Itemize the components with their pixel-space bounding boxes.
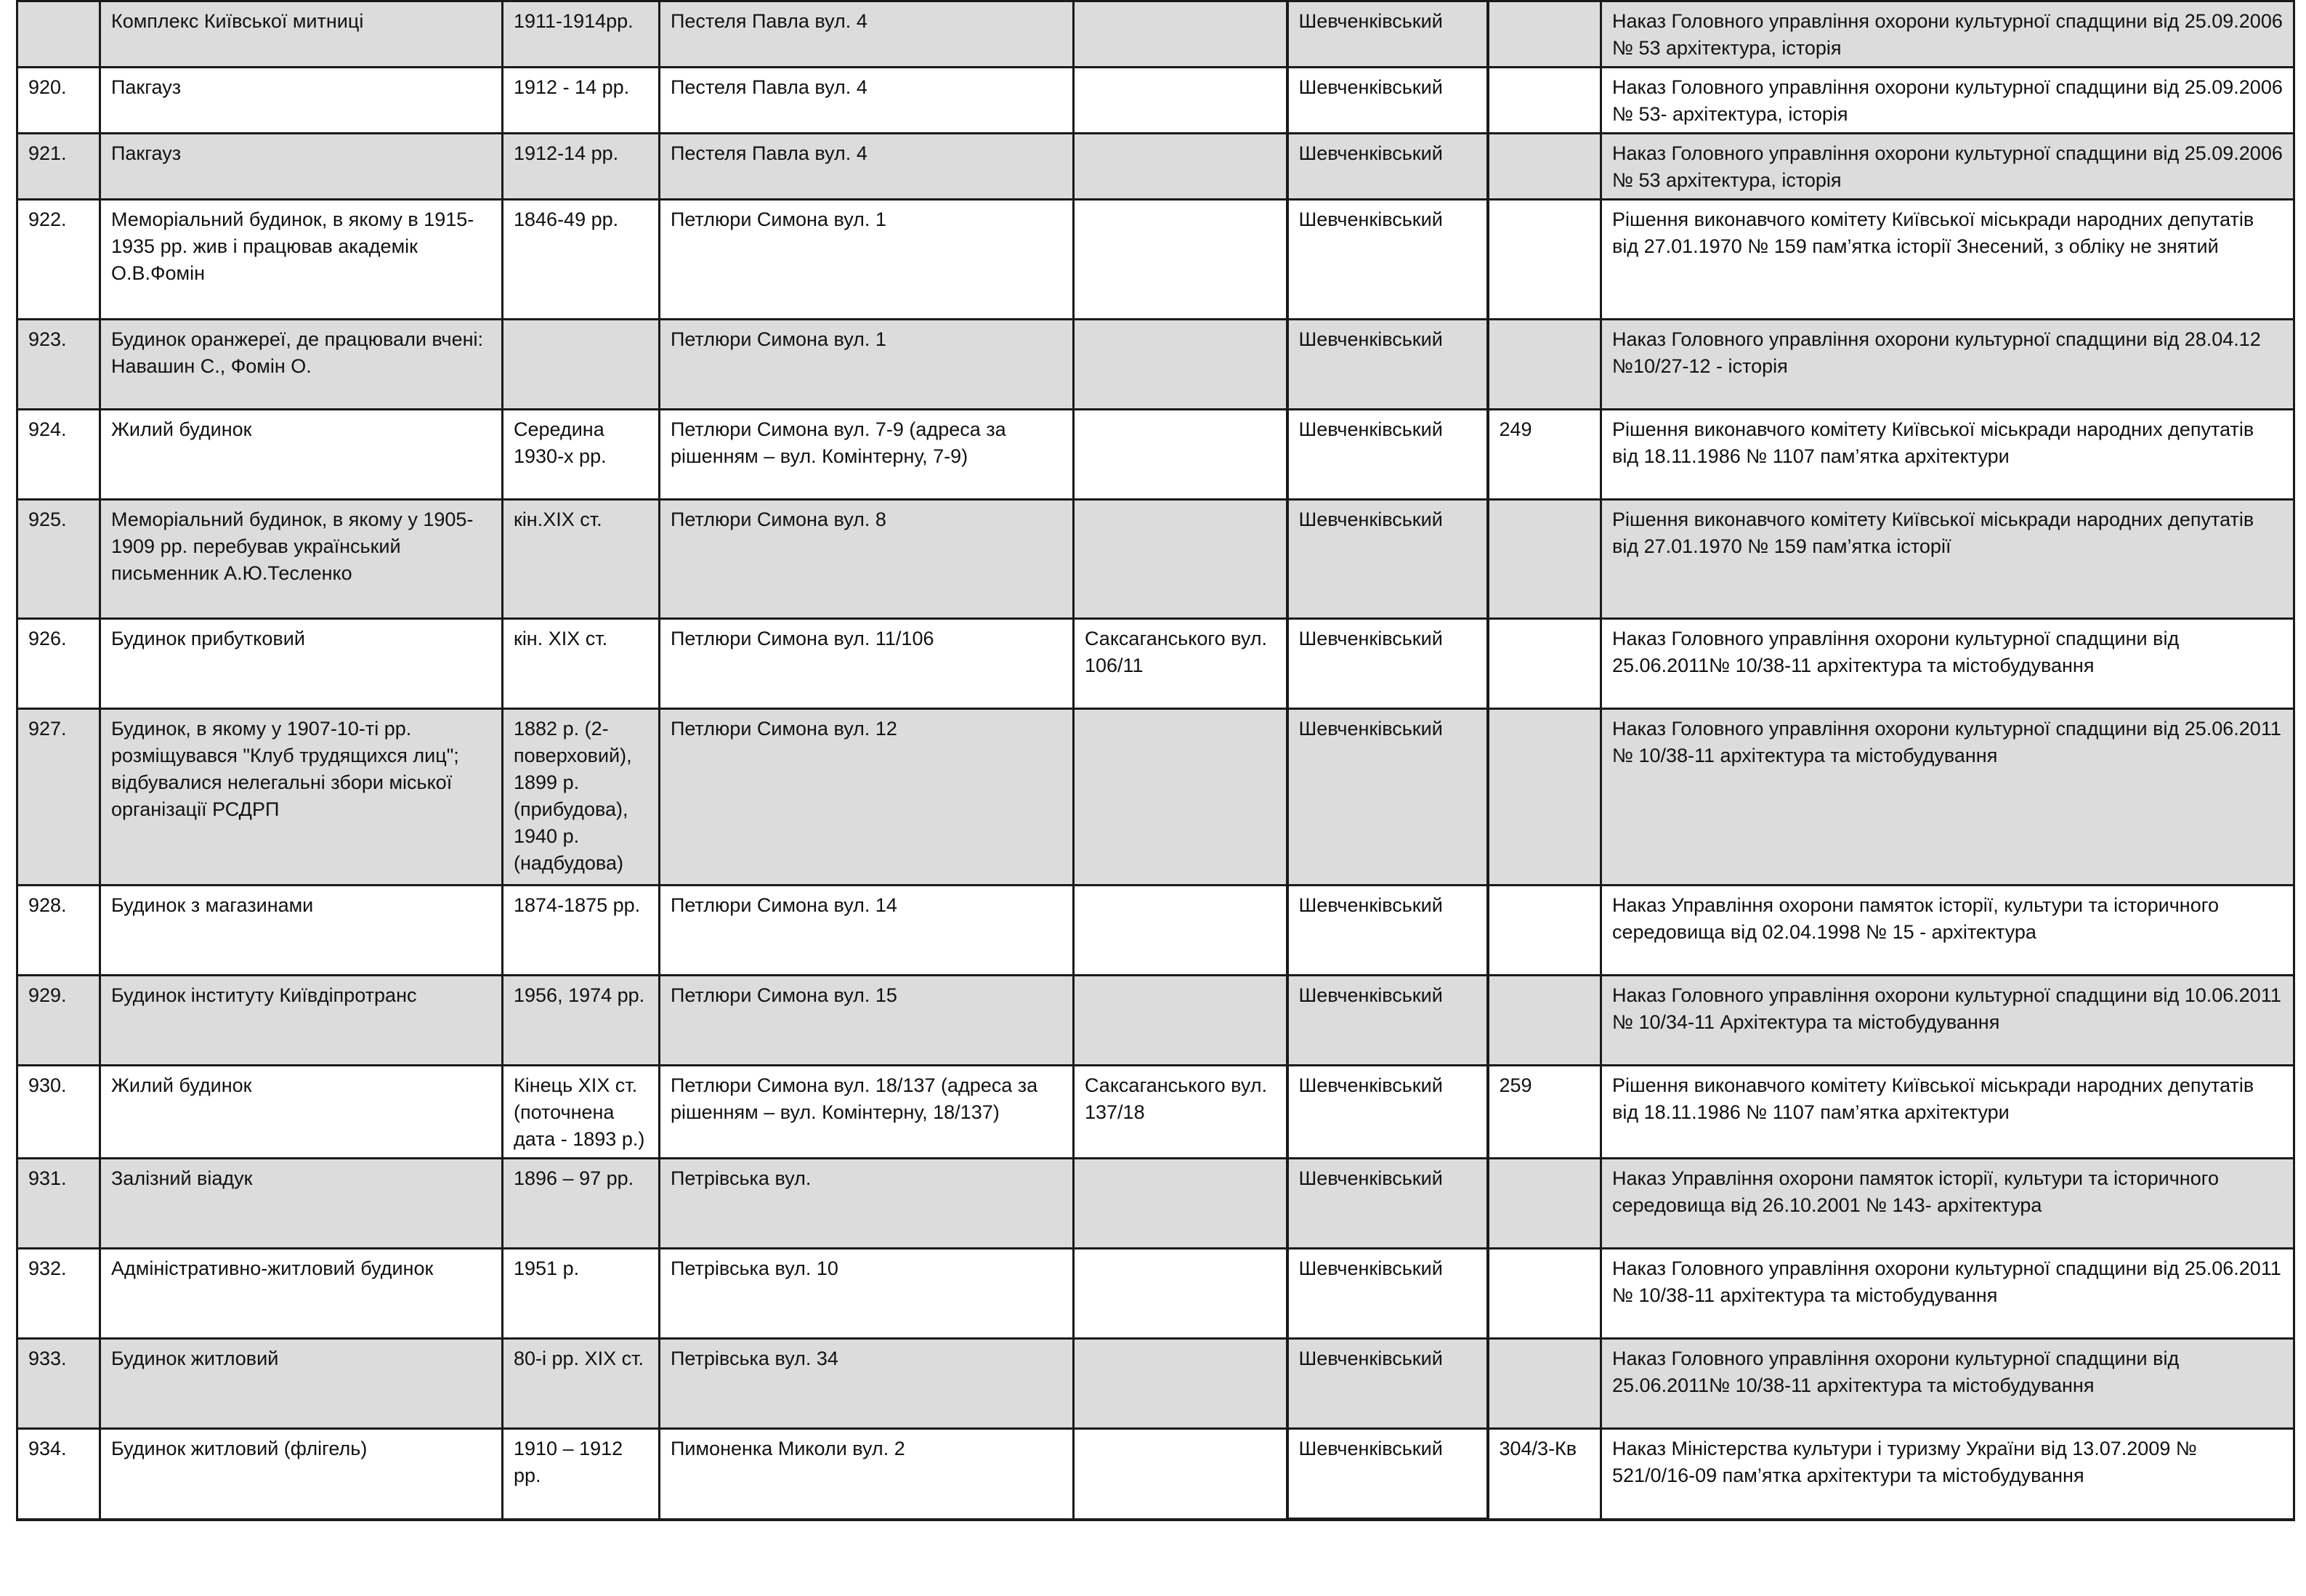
row-number-cell: 922. [17, 200, 100, 320]
address-cell: Петлюри Симона вул. 18/137 (адреса за рішенням – вул. Комінтерну, 18/137) [660, 1066, 1074, 1159]
district-cell: Шевченківський [1287, 68, 1488, 134]
dating-cell: 1874-1875 рр. [503, 886, 660, 976]
table-row [17, 1339, 2294, 1429]
row-number-cell: 931. [17, 1159, 100, 1249]
object-name-cell: Будинок житловий [100, 1339, 503, 1429]
row-number-cell: 934. [17, 1429, 100, 1520]
district-cell: Шевченківський [1287, 500, 1488, 619]
table-row [17, 1429, 2294, 1520]
district-cell: Шевченківський [1287, 1339, 1488, 1429]
registration-number-cell [1488, 976, 1601, 1066]
table-row [17, 619, 2294, 709]
protection-document-cell: Наказ Головного управління охорони культурної спадщини від 25.09.2006 № 53 архітектура, історія [1601, 134, 2294, 200]
district-cell: Шевченківський [1287, 1429, 1488, 1520]
district-cell: Шевченківський [1287, 320, 1488, 410]
row-number-cell: 925. [17, 500, 100, 619]
table-row [17, 500, 2294, 619]
registration-number-cell: 249 [1488, 410, 1601, 500]
table-row [17, 1249, 2294, 1339]
protection-document-cell: Наказ Головного управління охорони культурної спадщини від 25.09.2006 № 53- архітектура, історія [1601, 68, 2294, 134]
address-cell: Пимоненка Миколи вул. 2 [660, 1429, 1074, 1520]
dating-cell: кін.XIX ст. [503, 500, 660, 619]
dating-cell: Середина 1930-х рр. [503, 410, 660, 500]
alt-address-cell: Саксаганського вул. 106/11 [1074, 619, 1287, 709]
alt-address-cell [1074, 976, 1287, 1066]
protection-document-cell: Наказ Головного управління охорони культурної спадщини від 28.04.12 №10/27-12 - історія [1601, 320, 2294, 410]
row-number-cell: 921. [17, 134, 100, 200]
table-row [17, 709, 2294, 886]
alt-address-cell [1074, 1429, 1287, 1520]
protection-document-cell: Наказ Головного управління охорони культурної спадщини від 25.09.2006 № 53 архітектура, історія [1601, 1, 2294, 68]
table-row [17, 1159, 2294, 1249]
table-row [17, 320, 2294, 410]
row-number-cell: 928. [17, 886, 100, 976]
registration-number-cell: 259 [1488, 1066, 1601, 1159]
district-cell: Шевченківський [1287, 709, 1488, 886]
object-name-cell: Будинок житловий (флігель) [100, 1429, 503, 1520]
object-name-cell: Меморіальний будинок, в якому в 1915-1935 рр. жив і працював академік О.В.Фомін [100, 200, 503, 320]
registration-number-cell [1488, 886, 1601, 976]
table-row [17, 1, 2294, 68]
dating-cell: 1951 р. [503, 1249, 660, 1339]
object-name-cell: Будинок оранжереї, де працювали вчені: Навашин С., Фомін О. [100, 320, 503, 410]
alt-address-cell [1074, 68, 1287, 134]
district-cell: Шевченківський [1287, 1249, 1488, 1339]
object-name-cell: Жилий будинок [100, 1066, 503, 1159]
district-cell: Шевченківський [1287, 619, 1488, 709]
object-name-cell: Будинок прибутковий [100, 619, 503, 709]
object-name-cell: Комплекс Київської митниці [100, 1, 503, 68]
address-cell: Петрівська вул. 10 [660, 1249, 1074, 1339]
alt-address-cell [1074, 200, 1287, 320]
table-row [17, 134, 2294, 200]
protection-document-cell: Рішення виконавчого комітету Київської міськради народних депутатів від 18.11.1986 № 1107 пам’ятка архітектури [1601, 1066, 2294, 1159]
registration-number-cell [1488, 1, 1601, 68]
object-name-cell: Будинок з магазинами [100, 886, 503, 976]
address-cell: Петрівська вул. 34 [660, 1339, 1074, 1429]
heritage-register-table [16, 0, 2295, 1521]
dating-cell: 1910 – 1912 рр. [503, 1429, 660, 1520]
address-cell: Пестеля Павла вул. 4 [660, 1, 1074, 68]
registration-number-cell [1488, 709, 1601, 886]
dating-cell: 1846-49 рр. [503, 200, 660, 320]
registration-number-cell: 304/3-Кв [1488, 1429, 1601, 1520]
registration-number-cell [1488, 1159, 1601, 1249]
row-number-cell [17, 1, 100, 68]
alt-address-cell [1074, 320, 1287, 410]
registration-number-cell [1488, 200, 1601, 320]
table-row [17, 976, 2294, 1066]
protection-document-cell: Наказ Головного управління охорони культурної спадщини від 25.06.2011№ 10/38-11 архітектура та містобудування [1601, 1339, 2294, 1429]
object-name-cell: Будинок, в якому у 1907-10-ті рр. розміщувався "Клуб трудящихся лиц"; відбувалися нелегальні збори міської організації РСДРП [100, 709, 503, 886]
registration-number-cell [1488, 1249, 1601, 1339]
district-cell: Шевченківський [1287, 1, 1488, 68]
object-name-cell: Пакгауз [100, 68, 503, 134]
dating-cell: 1956, 1974 рр. [503, 976, 660, 1066]
table-row [17, 1066, 2294, 1159]
alt-address-cell [1074, 1, 1287, 68]
row-number-cell: 927. [17, 709, 100, 886]
alt-address-cell [1074, 500, 1287, 619]
table-row [17, 68, 2294, 134]
alt-address-cell [1074, 1249, 1287, 1339]
dating-cell: 1911-1914рр. [503, 1, 660, 68]
protection-document-cell: Наказ Головного управління охорони культурної спадщини від 10.06.2011 № 10/34-11 Архітектура та містобудування [1601, 976, 2294, 1066]
protection-document-cell: Рішення виконавчого комітету Київської міськради народних депутатів від 27.01.1970 № 159 пам’ятка історії [1601, 500, 2294, 619]
row-number-cell: 929. [17, 976, 100, 1066]
protection-document-cell: Наказ Головного управління охорони культурної спадщини від 25.06.2011№ 10/38-11 архітектура та містобудування [1601, 619, 2294, 709]
alt-address-cell: Саксаганського вул. 137/18 [1074, 1066, 1287, 1159]
address-cell: Пестеля Павла вул. 4 [660, 68, 1074, 134]
protection-document-cell: Наказ Головного управління охорони культурної спадщини від 25.06.2011 № 10/38-11 архітектура та містобудування [1601, 1249, 2294, 1339]
protection-document-cell: Рішення виконавчого комітету Київської міськради народних депутатів від 27.01.1970 № 159 пам’ятка історії Знесений, з обліку не знятий [1601, 200, 2294, 320]
row-number-cell: 920. [17, 68, 100, 134]
address-cell: Пестеля Павла вул. 4 [660, 134, 1074, 200]
protection-document-cell: Рішення виконавчого комітету Київської міськради народних депутатів від 18.11.1986 № 1107 пам’ятка архітектури [1601, 410, 2294, 500]
address-cell: Петлюри Симона вул. 1 [660, 320, 1074, 410]
address-cell: Петлюри Симона вул. 1 [660, 200, 1074, 320]
object-name-cell: Меморіальний будинок, в якому у 1905-1909 рр. перебував український письменник А.Ю.Тесленко [100, 500, 503, 619]
address-cell: Петлюри Симона вул. 8 [660, 500, 1074, 619]
dating-cell [503, 320, 660, 410]
alt-address-cell [1074, 410, 1287, 500]
alt-address-cell [1074, 134, 1287, 200]
district-cell: Шевченківський [1287, 1066, 1488, 1159]
district-cell: Шевченківський [1287, 200, 1488, 320]
dating-cell: 1896 – 97 рр. [503, 1159, 660, 1249]
dating-cell: 1882 р. (2-поверховий), 1899 р. (прибудова), 1940 р. (надбудова) [503, 709, 660, 886]
registration-number-cell [1488, 619, 1601, 709]
object-name-cell: Адміністративно-житловий будинок [100, 1249, 503, 1339]
district-cell: Шевченківський [1287, 134, 1488, 200]
object-name-cell: Пакгауз [100, 134, 503, 200]
row-number-cell: 923. [17, 320, 100, 410]
dating-cell: кін. XIX ст. [503, 619, 660, 709]
registration-number-cell [1488, 1339, 1601, 1429]
object-name-cell: Залізний віадук [100, 1159, 503, 1249]
dating-cell: 80-і рр. XIX ст. [503, 1339, 660, 1429]
object-name-cell: Жилий будинок [100, 410, 503, 500]
district-cell: Шевченківський [1287, 886, 1488, 976]
address-cell: Петлюри Симона вул. 7-9 (адреса за рішенням – вул. Комінтерну, 7-9) [660, 410, 1074, 500]
dating-cell: 1912-14 рр. [503, 134, 660, 200]
table-row [17, 410, 2294, 500]
dating-cell: 1912 - 14 рр. [503, 68, 660, 134]
object-name-cell: Будинок інституту Київдіпротранс [100, 976, 503, 1066]
alt-address-cell [1074, 1339, 1287, 1429]
address-cell: Петлюри Симона вул. 14 [660, 886, 1074, 976]
alt-address-cell [1074, 886, 1287, 976]
district-cell: Шевченківський [1287, 410, 1488, 500]
district-cell: Шевченківський [1287, 976, 1488, 1066]
row-number-cell: 924. [17, 410, 100, 500]
protection-document-cell: Наказ Управління охорони памяток історії, культури та історичного середовища від 02.04.1998 № 15 - архітектура [1601, 886, 2294, 976]
table-row [17, 886, 2294, 976]
protection-document-cell: Наказ Міністерства культури і туризму України від 13.07.2009 № 521/0/16-09 пам’ятка архітектури та містобудування [1601, 1429, 2294, 1520]
protection-document-cell: Наказ Головного управління охорони культурної спадщини від 25.06.2011 № 10/38-11 архітектура та містобудування [1601, 709, 2294, 886]
register-body [17, 1, 2294, 1520]
district-cell: Шевченківський [1287, 1159, 1488, 1249]
row-number-cell: 930. [17, 1066, 100, 1159]
protection-document-cell: Наказ Управління охорони памяток історії, культури та історичного середовища від 26.10.2001 № 143- архітектура [1601, 1159, 2294, 1249]
address-cell: Петлюри Симона вул. 15 [660, 976, 1074, 1066]
row-number-cell: 932. [17, 1249, 100, 1339]
registration-number-cell [1488, 68, 1601, 134]
address-cell: Петрівська вул. [660, 1159, 1074, 1249]
alt-address-cell [1074, 1159, 1287, 1249]
table-row [17, 200, 2294, 320]
registration-number-cell [1488, 320, 1601, 410]
registration-number-cell [1488, 134, 1601, 200]
alt-address-cell [1074, 709, 1287, 886]
row-number-cell: 933. [17, 1339, 100, 1429]
registration-number-cell [1488, 500, 1601, 619]
row-number-cell: 926. [17, 619, 100, 709]
address-cell: Петлюри Симона вул. 12 [660, 709, 1074, 886]
address-cell: Петлюри Симона вул. 11/106 [660, 619, 1074, 709]
dating-cell: Кінець XIX ст. (поточнена дата - 1893 р.) [503, 1066, 660, 1159]
